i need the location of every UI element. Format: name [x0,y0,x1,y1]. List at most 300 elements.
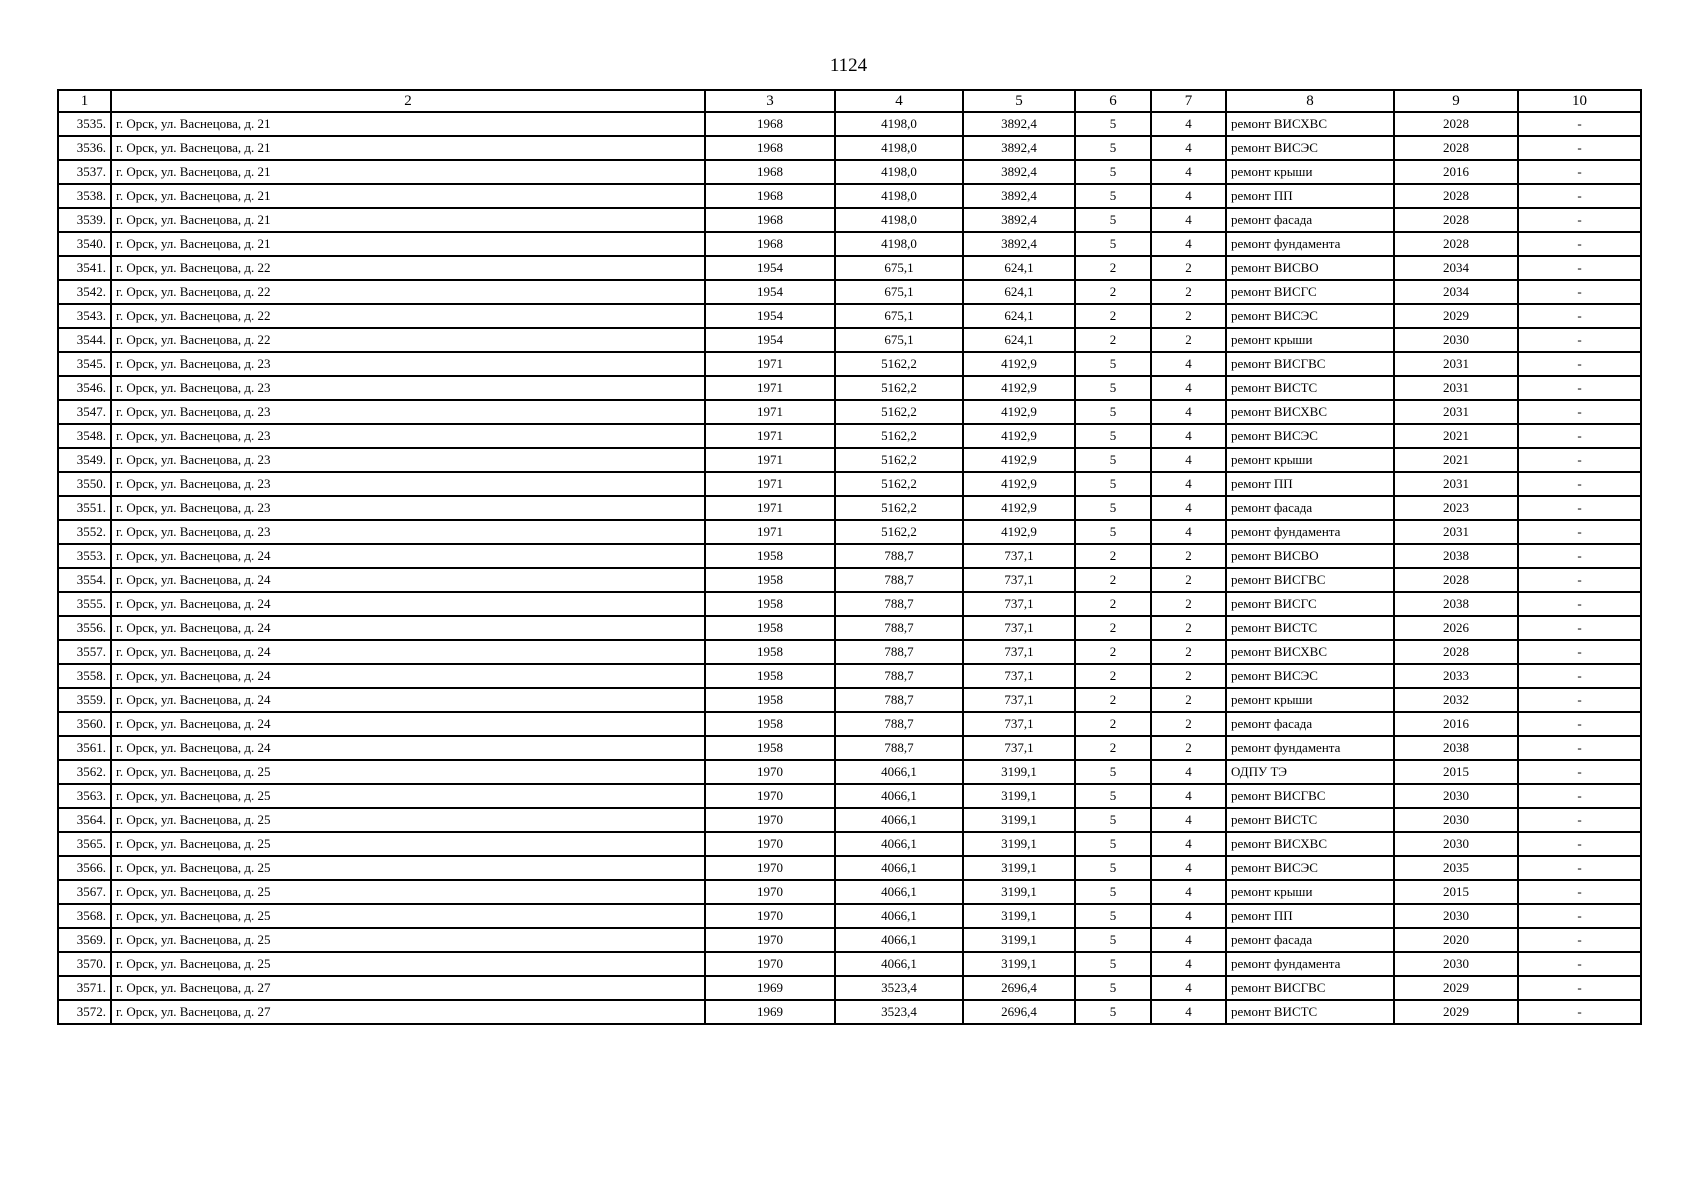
table-row [58,736,1641,760]
living-area-cell: 4192,9 [963,448,1075,472]
work-type-cell: ремонт ВИСТС [1226,616,1394,640]
address-cell: г. Орск, ул. Васнецова, д. 23 [111,472,705,496]
row-number-cell: 3568. [58,904,111,928]
floors-cell: 5 [1075,184,1151,208]
table-row [58,688,1641,712]
living-area-cell: 3199,1 [963,952,1075,976]
note-cell: - [1518,640,1641,664]
table-row [58,832,1641,856]
total-area-cell: 675,1 [835,328,963,352]
row-number-cell: 3539. [58,208,111,232]
year-built-cell: 1954 [705,304,835,328]
address-cell: г. Орск, ул. Васнецова, д. 25 [111,928,705,952]
work-type-cell: ремонт ПП [1226,184,1394,208]
living-area-cell: 4192,9 [963,520,1075,544]
living-area-cell: 4192,9 [963,352,1075,376]
column-header: 3 [705,90,835,112]
table-row [58,1000,1641,1024]
row-number-cell: 3550. [58,472,111,496]
address-cell: г. Орск, ул. Васнецова, д. 22 [111,256,705,280]
living-area-cell: 3892,4 [963,112,1075,136]
table-row [58,904,1641,928]
floors-cell: 2 [1075,592,1151,616]
work-type-cell: ремонт фундамента [1226,520,1394,544]
work-type-cell: ремонт ВИСГС [1226,280,1394,304]
planned-year-cell: 2031 [1394,520,1518,544]
entrances-cell: 4 [1151,472,1226,496]
floors-cell: 5 [1075,784,1151,808]
column-header: 7 [1151,90,1226,112]
year-built-cell: 1958 [705,664,835,688]
work-type-cell: ремонт крыши [1226,688,1394,712]
planned-year-cell: 2029 [1394,304,1518,328]
floors-cell: 5 [1075,448,1151,472]
note-cell: - [1518,400,1641,424]
note-cell: - [1518,928,1641,952]
entrances-cell: 2 [1151,328,1226,352]
note-cell: - [1518,808,1641,832]
table-row [58,808,1641,832]
planned-year-cell: 2034 [1394,256,1518,280]
table-row [58,472,1641,496]
year-built-cell: 1969 [705,976,835,1000]
entrances-cell: 2 [1151,688,1226,712]
work-type-cell: ремонт ВИСХВС [1226,832,1394,856]
entrances-cell: 4 [1151,352,1226,376]
address-cell: г. Орск, ул. Васнецова, д. 22 [111,328,705,352]
address-cell: г. Орск, ул. Васнецова, д. 24 [111,688,705,712]
floors-cell: 5 [1075,400,1151,424]
living-area-cell: 737,1 [963,688,1075,712]
living-area-cell: 3199,1 [963,760,1075,784]
planned-year-cell: 2015 [1394,880,1518,904]
floors-cell: 5 [1075,832,1151,856]
note-cell: - [1518,520,1641,544]
note-cell: - [1518,112,1641,136]
entrances-cell: 4 [1151,136,1226,160]
work-type-cell: ремонт ВИСГВС [1226,568,1394,592]
work-type-cell: ремонт крыши [1226,880,1394,904]
table-row [58,568,1641,592]
living-area-cell: 2696,4 [963,976,1075,1000]
planned-year-cell: 2028 [1394,208,1518,232]
entrances-cell: 4 [1151,208,1226,232]
year-built-cell: 1958 [705,736,835,760]
work-type-cell: ремонт ВИСВО [1226,256,1394,280]
row-number-cell: 3545. [58,352,111,376]
planned-year-cell: 2030 [1394,832,1518,856]
entrances-cell: 4 [1151,232,1226,256]
address-cell: г. Орск, ул. Васнецова, д. 25 [111,952,705,976]
entrances-cell: 4 [1151,784,1226,808]
note-cell: - [1518,304,1641,328]
floors-cell: 2 [1075,688,1151,712]
row-number-cell: 3552. [58,520,111,544]
floors-cell: 5 [1075,760,1151,784]
living-area-cell: 4192,9 [963,472,1075,496]
floors-cell: 5 [1075,1000,1151,1024]
floors-cell: 5 [1075,952,1151,976]
year-built-cell: 1954 [705,328,835,352]
row-number-cell: 3564. [58,808,111,832]
total-area-cell: 4198,0 [835,184,963,208]
entrances-cell: 2 [1151,592,1226,616]
address-cell: г. Орск, ул. Васнецова, д. 24 [111,664,705,688]
work-type-cell: ремонт ВИСХВС [1226,640,1394,664]
floors-cell: 2 [1075,256,1151,280]
table-row [58,328,1641,352]
table-row [58,256,1641,280]
note-cell: - [1518,184,1641,208]
year-built-cell: 1958 [705,544,835,568]
address-cell: г. Орск, ул. Васнецова, д. 24 [111,736,705,760]
floors-cell: 5 [1075,976,1151,1000]
entrances-cell: 4 [1151,376,1226,400]
table-row [58,496,1641,520]
address-cell: г. Орск, ул. Васнецова, д. 21 [111,160,705,184]
total-area-cell: 788,7 [835,616,963,640]
row-number-cell: 3551. [58,496,111,520]
planned-year-cell: 2023 [1394,496,1518,520]
planned-year-cell: 2030 [1394,328,1518,352]
note-cell: - [1518,136,1641,160]
row-number-cell: 3540. [58,232,111,256]
table-row [58,880,1641,904]
column-header: 9 [1394,90,1518,112]
total-area-cell: 5162,2 [835,376,963,400]
total-area-cell: 788,7 [835,736,963,760]
planned-year-cell: 2028 [1394,568,1518,592]
work-type-cell: ремонт фасада [1226,712,1394,736]
entrances-cell: 4 [1151,448,1226,472]
table-row [58,640,1641,664]
planned-year-cell: 2038 [1394,592,1518,616]
work-type-cell: ремонт фундамента [1226,232,1394,256]
work-type-cell: ремонт ВИСГВС [1226,976,1394,1000]
row-number-cell: 3548. [58,424,111,448]
floors-cell: 2 [1075,640,1151,664]
work-type-cell: ремонт крыши [1226,448,1394,472]
address-cell: г. Орск, ул. Васнецова, д. 25 [111,904,705,928]
column-header: 4 [835,90,963,112]
planned-year-cell: 2028 [1394,112,1518,136]
year-built-cell: 1970 [705,760,835,784]
entrances-cell: 2 [1151,544,1226,568]
work-type-cell: ремонт ВИСЭС [1226,856,1394,880]
table-row [58,664,1641,688]
year-built-cell: 1970 [705,880,835,904]
table-row [58,280,1641,304]
planned-year-cell: 2030 [1394,904,1518,928]
address-cell: г. Орск, ул. Васнецова, д. 27 [111,1000,705,1024]
entrances-cell: 4 [1151,184,1226,208]
floors-cell: 2 [1075,304,1151,328]
address-cell: г. Орск, ул. Васнецова, д. 22 [111,280,705,304]
total-area-cell: 4198,0 [835,208,963,232]
entrances-cell: 4 [1151,856,1226,880]
floors-cell: 5 [1075,928,1151,952]
column-header: 1 [58,90,111,112]
total-area-cell: 4066,1 [835,784,963,808]
floors-cell: 5 [1075,472,1151,496]
entrances-cell: 4 [1151,496,1226,520]
total-area-cell: 4066,1 [835,760,963,784]
planned-year-cell: 2028 [1394,136,1518,160]
total-area-cell: 788,7 [835,640,963,664]
work-type-cell: ОДПУ ТЭ [1226,760,1394,784]
year-built-cell: 1968 [705,136,835,160]
address-cell: г. Орск, ул. Васнецова, д. 25 [111,784,705,808]
table-row [58,352,1641,376]
note-cell: - [1518,448,1641,472]
planned-year-cell: 2026 [1394,616,1518,640]
total-area-cell: 4066,1 [835,856,963,880]
entrances-cell: 2 [1151,280,1226,304]
total-area-cell: 4066,1 [835,928,963,952]
work-type-cell: ремонт фундамента [1226,736,1394,760]
row-number-cell: 3560. [58,712,111,736]
table-row [58,424,1641,448]
table-row [58,520,1641,544]
total-area-cell: 4066,1 [835,880,963,904]
total-area-cell: 4198,0 [835,160,963,184]
total-area-cell: 5162,2 [835,520,963,544]
year-built-cell: 1958 [705,688,835,712]
entrances-cell: 4 [1151,808,1226,832]
floors-cell: 2 [1075,664,1151,688]
note-cell: - [1518,952,1641,976]
floors-cell: 2 [1075,712,1151,736]
work-type-cell: ремонт ПП [1226,904,1394,928]
living-area-cell: 4192,9 [963,376,1075,400]
work-type-cell: ремонт крыши [1226,328,1394,352]
table-row [58,304,1641,328]
work-type-cell: ремонт ПП [1226,472,1394,496]
entrances-cell: 2 [1151,712,1226,736]
year-built-cell: 1971 [705,448,835,472]
total-area-cell: 788,7 [835,568,963,592]
work-type-cell: ремонт ВИСЭС [1226,304,1394,328]
entrances-cell: 2 [1151,256,1226,280]
planned-year-cell: 2015 [1394,760,1518,784]
entrances-cell: 2 [1151,664,1226,688]
entrances-cell: 4 [1151,520,1226,544]
row-number-cell: 3535. [58,112,111,136]
total-area-cell: 788,7 [835,712,963,736]
table-row [58,976,1641,1000]
floors-cell: 2 [1075,568,1151,592]
planned-year-cell: 2021 [1394,448,1518,472]
total-area-cell: 5162,2 [835,472,963,496]
column-header: 5 [963,90,1075,112]
address-cell: г. Орск, ул. Васнецова, д. 24 [111,592,705,616]
planned-year-cell: 2038 [1394,544,1518,568]
note-cell: - [1518,1000,1641,1024]
row-number-cell: 3557. [58,640,111,664]
row-number-cell: 3556. [58,616,111,640]
table-row [58,400,1641,424]
floors-cell: 5 [1075,856,1151,880]
entrances-cell: 4 [1151,1000,1226,1024]
entrances-cell: 4 [1151,952,1226,976]
total-area-cell: 5162,2 [835,448,963,472]
planned-year-cell: 2035 [1394,856,1518,880]
address-cell: г. Орск, ул. Васнецова, д. 25 [111,760,705,784]
row-number-cell: 3536. [58,136,111,160]
note-cell: - [1518,280,1641,304]
entrances-cell: 4 [1151,880,1226,904]
address-cell: г. Орск, ул. Васнецова, д. 25 [111,808,705,832]
living-area-cell: 737,1 [963,712,1075,736]
year-built-cell: 1958 [705,712,835,736]
floors-cell: 2 [1075,736,1151,760]
year-built-cell: 1968 [705,208,835,232]
floors-cell: 5 [1075,376,1151,400]
work-type-cell: ремонт ВИСХВС [1226,400,1394,424]
note-cell: - [1518,976,1641,1000]
floors-cell: 2 [1075,328,1151,352]
living-area-cell: 3892,4 [963,184,1075,208]
living-area-cell: 4192,9 [963,400,1075,424]
column-header: 10 [1518,90,1641,112]
address-cell: г. Орск, ул. Васнецова, д. 21 [111,136,705,160]
living-area-cell: 624,1 [963,328,1075,352]
year-built-cell: 1968 [705,112,835,136]
note-cell: - [1518,856,1641,880]
floors-cell: 5 [1075,904,1151,928]
work-type-cell: ремонт ВИСГВС [1226,352,1394,376]
table-row [58,544,1641,568]
planned-year-cell: 2038 [1394,736,1518,760]
note-cell: - [1518,376,1641,400]
row-number-cell: 3569. [58,928,111,952]
address-cell: г. Орск, ул. Васнецова, д. 23 [111,400,705,424]
note-cell: - [1518,712,1641,736]
year-built-cell: 1971 [705,424,835,448]
planned-year-cell: 2029 [1394,976,1518,1000]
work-type-cell: ремонт ВИСТС [1226,808,1394,832]
work-type-cell: ремонт ВИСХВС [1226,112,1394,136]
planned-year-cell: 2031 [1394,400,1518,424]
planned-year-cell: 2029 [1394,1000,1518,1024]
address-cell: г. Орск, ул. Васнецова, д. 24 [111,568,705,592]
living-area-cell: 3199,1 [963,880,1075,904]
note-cell: - [1518,592,1641,616]
entrances-cell: 4 [1151,904,1226,928]
work-type-cell: ремонт ВИСЭС [1226,424,1394,448]
living-area-cell: 737,1 [963,664,1075,688]
note-cell: - [1518,736,1641,760]
planned-year-cell: 2016 [1394,160,1518,184]
table-row [58,136,1641,160]
work-type-cell: ремонт фундамента [1226,952,1394,976]
floors-cell: 5 [1075,352,1151,376]
entrances-cell: 4 [1151,424,1226,448]
planned-year-cell: 2031 [1394,352,1518,376]
note-cell: - [1518,496,1641,520]
planned-year-cell: 2030 [1394,784,1518,808]
floors-cell: 2 [1075,616,1151,640]
work-type-cell: ремонт фасада [1226,496,1394,520]
work-type-cell: ремонт ВИСГС [1226,592,1394,616]
year-built-cell: 1970 [705,928,835,952]
note-cell: - [1518,352,1641,376]
column-header: 2 [111,90,705,112]
floors-cell: 2 [1075,280,1151,304]
row-number-cell: 3571. [58,976,111,1000]
entrances-cell: 2 [1151,304,1226,328]
table-row [58,592,1641,616]
work-type-cell: ремонт ВИСЭС [1226,136,1394,160]
table-row [58,112,1641,136]
column-header: 6 [1075,90,1151,112]
total-area-cell: 675,1 [835,280,963,304]
year-built-cell: 1958 [705,616,835,640]
table-row [58,760,1641,784]
planned-year-cell: 2020 [1394,928,1518,952]
note-cell: - [1518,664,1641,688]
note-cell: - [1518,208,1641,232]
address-cell: г. Орск, ул. Васнецова, д. 21 [111,112,705,136]
row-number-cell: 3542. [58,280,111,304]
table-row [58,376,1641,400]
planned-year-cell: 2028 [1394,640,1518,664]
living-area-cell: 3199,1 [963,856,1075,880]
floors-cell: 2 [1075,544,1151,568]
note-cell: - [1518,160,1641,184]
year-built-cell: 1969 [705,1000,835,1024]
note-cell: - [1518,472,1641,496]
address-cell: г. Орск, ул. Васнецова, д. 21 [111,232,705,256]
address-cell: г. Орск, ул. Васнецова, д. 25 [111,880,705,904]
year-built-cell: 1970 [705,832,835,856]
row-number-cell: 3547. [58,400,111,424]
entrances-cell: 4 [1151,160,1226,184]
note-cell: - [1518,568,1641,592]
living-area-cell: 3892,4 [963,232,1075,256]
entrances-cell: 2 [1151,568,1226,592]
living-area-cell: 624,1 [963,304,1075,328]
living-area-cell: 3892,4 [963,160,1075,184]
living-area-cell: 2696,4 [963,1000,1075,1024]
table-row [58,184,1641,208]
row-number-cell: 3541. [58,256,111,280]
entrances-cell: 4 [1151,928,1226,952]
row-number-cell: 3562. [58,760,111,784]
total-area-cell: 675,1 [835,256,963,280]
floors-cell: 5 [1075,520,1151,544]
total-area-cell: 788,7 [835,592,963,616]
year-built-cell: 1970 [705,856,835,880]
total-area-cell: 788,7 [835,544,963,568]
planned-year-cell: 2031 [1394,376,1518,400]
total-area-cell: 5162,2 [835,424,963,448]
row-number-cell: 3570. [58,952,111,976]
total-area-cell: 4066,1 [835,904,963,928]
total-area-cell: 5162,2 [835,400,963,424]
year-built-cell: 1954 [705,256,835,280]
floors-cell: 5 [1075,808,1151,832]
row-number-cell: 3543. [58,304,111,328]
note-cell: - [1518,256,1641,280]
registry-table [57,89,1642,1025]
address-cell: г. Орск, ул. Васнецова, д. 25 [111,856,705,880]
address-cell: г. Орск, ул. Васнецова, д. 21 [111,208,705,232]
address-cell: г. Орск, ул. Васнецова, д. 21 [111,184,705,208]
table-row [58,712,1641,736]
column-header: 8 [1226,90,1394,112]
living-area-cell: 4192,9 [963,496,1075,520]
